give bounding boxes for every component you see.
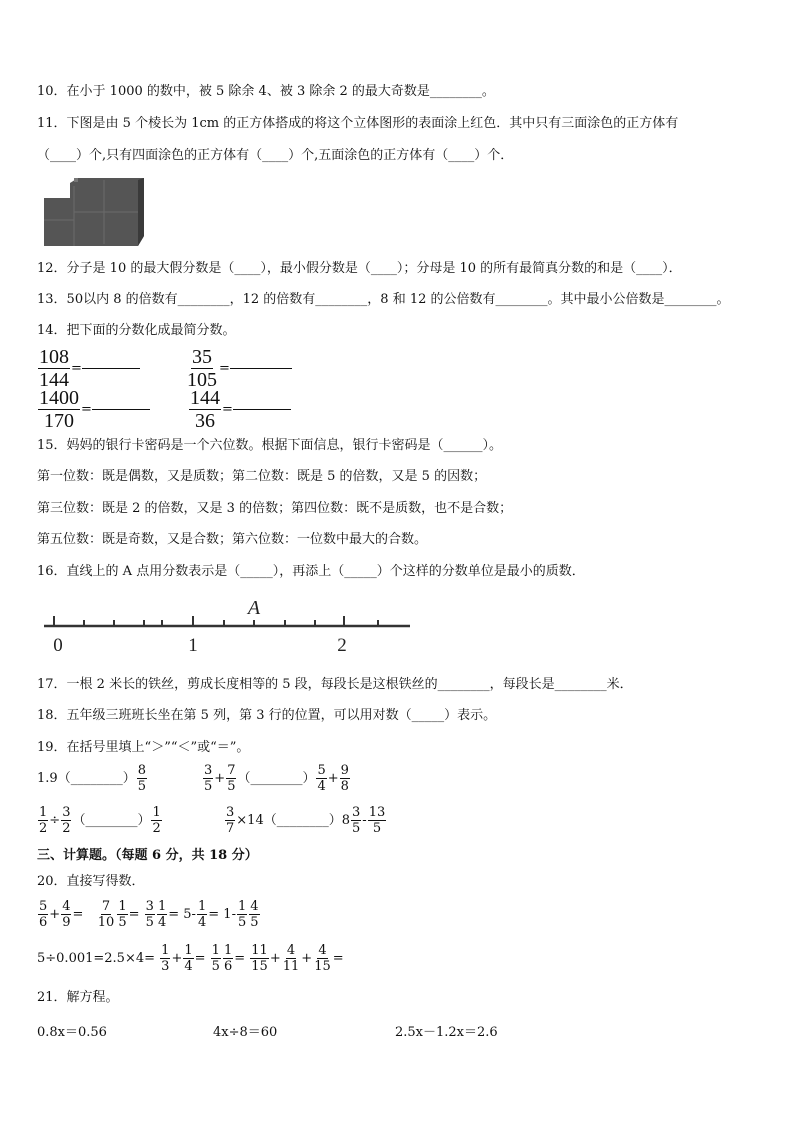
question-10: 10．在小于 1000 的数中，被 5 除余 4、被 3 除余 2 的最大奇数是________。 [37, 84, 495, 99]
fraction: $\frac{1}{2}$ [152, 805, 161, 836]
point-a-label: A [247, 597, 261, 619]
answer-blank [82, 368, 140, 369]
q14-item-3: $\frac{1400}{170}$ = [37, 388, 150, 431]
fraction: $\frac{1400}{170}$ [39, 387, 79, 432]
question-20-title: 20．直接写得数． [37, 874, 145, 889]
fraction: $\frac{3}{7}$ [226, 805, 235, 836]
equation-3: 2.5x－1.2x＝2.6 [395, 1025, 498, 1040]
question-11-line2: （____）个,只有四面涂色的正方体有（____）个,五面涂色的正方体有（____）个． [37, 148, 514, 163]
question-15-line3: 第五位数：既是奇数，又是合数；第六位数：一位数中最大的合数。 [37, 532, 428, 547]
q14-item-1: $\frac{108}{144}$ = [37, 347, 140, 390]
question-14-title: 14．把下面的分数化成最简分数。 [37, 323, 236, 338]
fraction: $\frac{3}{2}$ [62, 805, 71, 836]
question-18: 18．五年级三班班长坐在第 5 列，第 3 行的位置，可以用对数（_____）表示。 [37, 708, 497, 723]
question-15-line1: 第一位数：既是偶数，又是质数；第二位数：既是 5 的倍数，又是 5 的因数； [37, 469, 487, 484]
fraction: $\frac{5}{4}$ [317, 763, 326, 794]
question-11-line1: 11．下图是由 5 个棱长为 1cm 的正方体搭成的将这个立体图形的表面涂上红色．其中只有三面涂色的正方体有 [37, 116, 679, 131]
cube-stack-figure [44, 178, 146, 248]
q14-item-2: $\frac{35}{105}$ = [185, 347, 292, 390]
answer-blank [233, 409, 291, 410]
fraction: $\frac{7}{5}$ [227, 763, 236, 794]
q20-row-1: $\frac{5}{6}$ + $\frac{4}{9}$ = $\frac{7}{10}$ $\frac{1}{5}$ = $\frac{3}{5}$ $\frac{1}{4}$ = 5- $\frac{1}{4}$ = 1- $\frac{1}{5}$ $\frac{4}{5}$ [39, 899, 259, 930]
question-17: 17．一根 2 米长的铁丝，剪成长度相等的 5 段，每段长是这根铁丝的________，每段长是________米． [37, 677, 633, 692]
q19-compare-4: $\frac{3}{7}$ ×14（________）8 $\frac{3}{5}$ - $\frac{13}{5}$ [226, 805, 386, 836]
question-13: 13．50以内 8 的倍数有________，12 的倍数有________，8 和 12 的公倍数有________。其中最小公倍数是________。 [37, 292, 730, 307]
q19-compare-2: $\frac{3}{5}$ + $\frac{7}{5}$ （________） $\frac{5}{4}$ + $\frac{9}{8}$ [204, 763, 349, 794]
question-12: 12．分子是 10 的最大假分数是（____），最小假分数是（____）；分母是 10 的所有最简真分数的和是（____）． [37, 261, 682, 276]
question-15-line2: 第三位数：既是 2 的倍数，又是 3 的倍数；第四位数：既不是质数，也不是合数； [37, 501, 513, 516]
equation-1: 0.8x＝0.56 [37, 1025, 107, 1040]
q14-item-4: $\frac{144}{36}$ = [188, 388, 291, 431]
q19-compare-1: 1.9（________） $\frac{8}{5}$ [37, 763, 146, 794]
question-19-title: 19．在括号里填上“＞”“＜”或“＝”。 [37, 740, 250, 755]
fraction: $\frac{3}{5}$ [352, 805, 361, 836]
tick-label-2: 2 [337, 635, 347, 656]
q19-compare-3: $\frac{1}{2}$ ÷ $\frac{3}{2}$ （________） $\frac{1}{2}$ [39, 805, 161, 836]
q20-row-2: 5÷0.001=2.5×4= $\frac{1}{3}$ + $\frac{1}{4}$ = $\frac{1}{5}$ $\frac{1}{6}$ = $\frac{11}{15}$ + $\frac{4}{11}$ + $\frac{4}{15}$ = [37, 943, 344, 974]
tick-label-0: 0 [53, 635, 63, 656]
answer-blank [230, 368, 292, 369]
tick-label-1: 1 [188, 635, 198, 656]
question-21-title: 21．解方程。 [37, 990, 119, 1005]
fraction: $\frac{144}{36}$ [190, 387, 220, 432]
question-16: 16．直线上的 A 点用分数表示是（_____），再添上（_____）个这样的分数单位是最小的质数． [37, 564, 585, 579]
fraction: $\frac{13}{5}$ [368, 805, 386, 836]
fraction: $\frac{1}{2}$ [39, 805, 48, 836]
fraction: $\frac{108}{144}$ [39, 346, 69, 391]
number-line [38, 594, 418, 656]
fraction: $\frac{3}{5}$ [204, 763, 213, 794]
answer-blank [92, 409, 150, 410]
equation-2: 4x÷8＝60 [213, 1025, 278, 1040]
question-15-title: 15．妈妈的银行卡密码是一个六位数。根据下面信息，银行卡密码是（______）。 [37, 438, 503, 453]
fraction: $\frac{9}{8}$ [340, 763, 349, 794]
fraction: $\frac{8}{5}$ [137, 763, 146, 794]
section-3-heading: 三、计算题。（每题 6 分，共 18 分） [37, 848, 258, 863]
fraction: $\frac{35}{105}$ [187, 346, 217, 391]
